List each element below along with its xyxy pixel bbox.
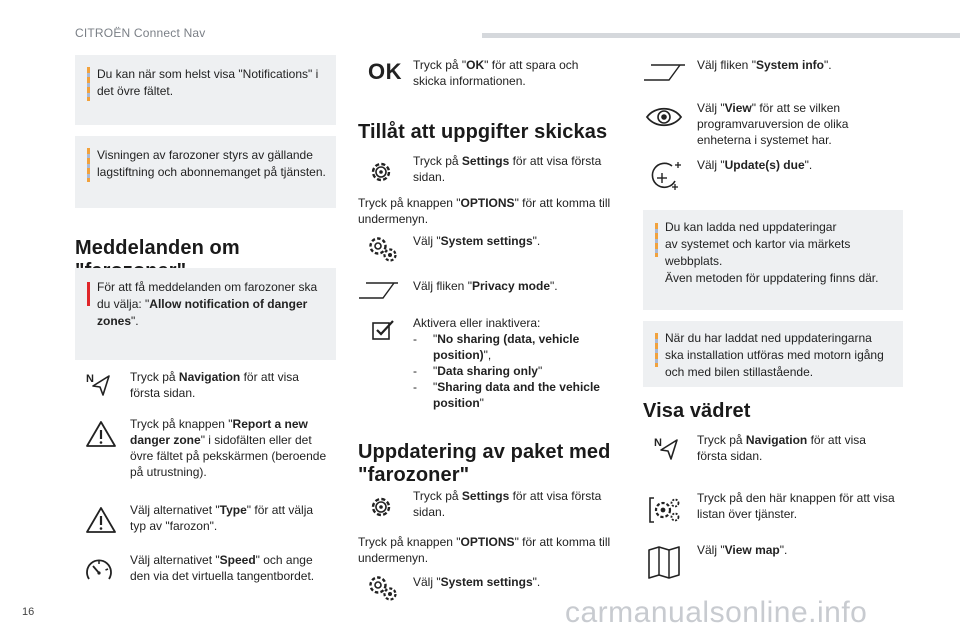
step-settings-text-2: Tryck på Settings för att visa första sidan. xyxy=(413,489,602,519)
step-report-danger-text: Tryck på knappen "Report a new danger zone" i sidofälten eller det övre fältet på pekskärmen (beroende på utrustning). xyxy=(130,417,327,479)
system-settings-gears-icon xyxy=(366,573,400,603)
navigation-icon xyxy=(86,372,112,398)
eye-icon xyxy=(645,104,683,130)
step-view-map-text: Välj "View map". xyxy=(697,543,788,557)
info-note-notifications xyxy=(75,55,336,125)
section-heading-allow-data: Tillåt att uppgifter skickas xyxy=(358,121,608,143)
warning-marker xyxy=(87,282,90,306)
info-note-legislation xyxy=(75,136,336,208)
settings-gear-icon xyxy=(367,493,395,521)
header-title: CITROËN Connect Nav xyxy=(75,26,206,40)
warning-triangle-icon xyxy=(85,420,117,448)
info-marker xyxy=(655,223,658,257)
step-view-text: Välj "View" för att se vilken programvaruversion de olika enheterna i systemet har. xyxy=(697,101,849,147)
step-updates-due-text: Välj "Update(s) due". xyxy=(697,158,813,172)
svg-text:N: N xyxy=(654,437,662,449)
info-marker xyxy=(655,333,658,367)
speedometer-icon xyxy=(84,556,114,586)
update-icon xyxy=(648,160,684,192)
section-heading-weather: Visa vädret xyxy=(643,400,751,422)
step-activate-intro: Aktivera eller inaktivera: xyxy=(413,316,541,330)
privacy-options-list xyxy=(413,331,618,411)
step-weather-navigation-text: Tryck på Navigation för att visa första sidan. xyxy=(697,433,866,463)
list-item: - "No sharing (data, vehicle position)", xyxy=(413,332,580,362)
step-navigation-text: Tryck på Navigation för att visa första sidan. xyxy=(130,370,299,400)
list-item: - "Data sharing only" xyxy=(413,364,543,378)
step-type-text: Välj alternativet "Type" för att välja typ av "farozon". xyxy=(130,503,314,533)
info-note-downloads xyxy=(643,210,903,310)
info-note-text: När du har laddat ned uppdateringarna ska installation utföras med motorn igång och med bilen stillastående. xyxy=(665,331,884,379)
warning-note-text: För att få meddelanden om farozoner ska du välja: "Allow notification of danger zones". xyxy=(97,280,318,328)
system-settings-gears-icon xyxy=(366,234,400,264)
tab-icon xyxy=(643,62,687,82)
info-note-text: Du kan ladda ned uppdateringar av systemet och kartor via märkets webbplats. Även metoden för uppdatering finns där. xyxy=(665,220,879,285)
checkbox-icon xyxy=(371,319,395,341)
tab-icon xyxy=(358,280,400,300)
navigation-icon xyxy=(654,436,680,462)
step-speed-text: Välj alternativet "Speed" och ange den via det virtuella tangentbordet. xyxy=(130,553,315,583)
step-privacy-mode-text: Välj fliken "Privacy mode". xyxy=(413,279,558,293)
paragraph-options-2: Tryck på knappen "OPTIONS" för att komma till undermenyn. xyxy=(358,535,611,565)
info-note-text: Visningen av farozoner styrs av gällande lagstiftning och abonnemanget på tjänsten. xyxy=(97,148,326,179)
step-system-info-text: Välj fliken "System info". xyxy=(697,58,832,72)
paragraph-options: Tryck på knappen "OPTIONS" för att komma till undermenyn. xyxy=(358,196,611,226)
section-heading-update-danger-zones: Uppdatering av paket med "farozoner" xyxy=(358,441,611,486)
watermark: carmanualsonline.info xyxy=(565,596,868,629)
step-system-settings-text-2: Välj "System settings". xyxy=(413,575,541,589)
step-ok-text: Tryck på "OK" för att spara och skicka informationen. xyxy=(413,58,579,88)
page-number: 16 xyxy=(22,606,35,618)
settings-gear-icon xyxy=(367,158,395,186)
step-settings-text: Tryck på Settings för att visa första sidan. xyxy=(413,154,602,184)
warning-triangle-icon xyxy=(85,506,117,534)
info-marker xyxy=(87,148,90,182)
warning-note xyxy=(75,268,336,360)
step-system-settings-text: Välj "System settings". xyxy=(413,234,541,248)
map-icon xyxy=(647,545,681,579)
section-heading-danger-zones: Meddelanden om xyxy=(75,237,240,259)
header-rule xyxy=(482,33,960,38)
info-note-installation xyxy=(643,321,903,387)
list-item: - "Sharing data and the vehicle position" xyxy=(413,380,600,410)
info-marker xyxy=(87,67,90,101)
step-services-text: Tryck på den här knappen för att visa listan över tjänster. xyxy=(697,491,895,521)
info-note-text: Du kan när som helst visa "Notifications" i det övre fältet. xyxy=(97,67,319,98)
services-apps-icon xyxy=(646,494,682,526)
ok-label: OK xyxy=(368,59,402,84)
svg-text:N: N xyxy=(86,373,94,385)
